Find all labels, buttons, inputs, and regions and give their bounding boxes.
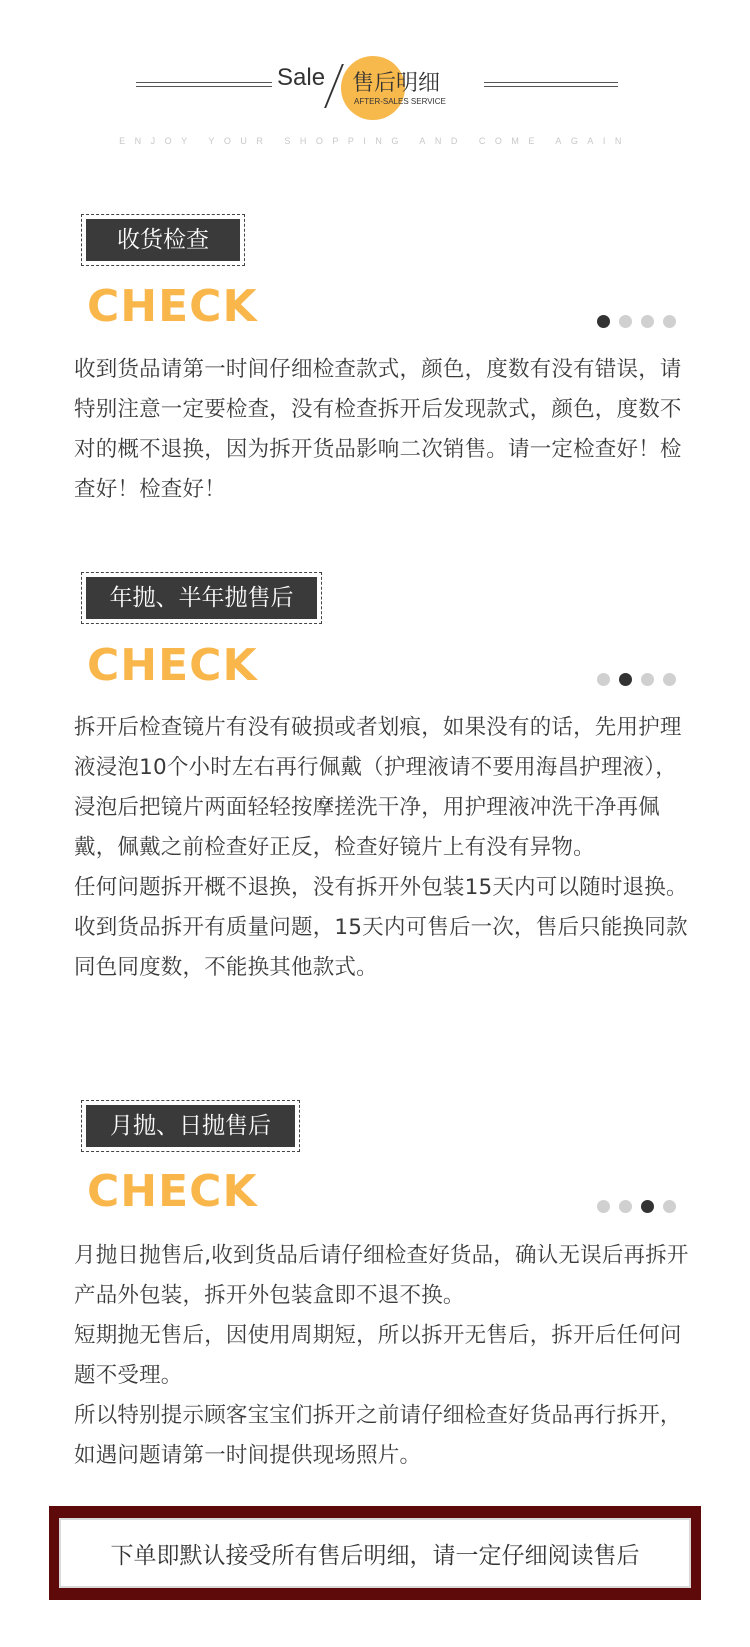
section-tag-label: 收货检查 [86, 219, 240, 261]
page-indicator-dots [597, 315, 676, 328]
check-heading: CHECK [87, 281, 258, 332]
section-tag-label: 年抛、半年抛售后 [86, 577, 317, 619]
footer-notice: 下单即默认接受所有售后明细，请一定仔细阅读售后 [59, 1518, 691, 1588]
body-paragraph: 月抛日抛售后,收到货品后请仔细检查好货品，确认无误后再拆开产品外包装，拆开外包装盒即不退不换。 [74, 1243, 689, 1308]
header-divider-left [136, 82, 272, 87]
page-indicator-dots [597, 673, 676, 686]
section-tag-label: 月抛、日抛售后 [86, 1105, 295, 1147]
section-tag-frame [81, 572, 322, 624]
footer-notice-frame [49, 1506, 701, 1600]
indicator-dot [619, 1200, 632, 1213]
header-tagline: ENJOY YOUR SHOPPING AND COME AGAIN [119, 136, 631, 146]
section-body [74, 708, 689, 988]
indicator-dot [619, 673, 632, 686]
body-paragraph: 短期抛无售后，因使用周期短，所以拆开无售后，拆开后任何问题不受理。 [74, 1323, 682, 1388]
indicator-dot [663, 315, 676, 328]
check-heading: CHECK [87, 1166, 258, 1217]
body-paragraph: 所以特别提示顾客宝宝们拆开之前请仔细检查好货品再行拆开，如遇问题请第一时间提供现场照片。 [74, 1403, 682, 1468]
section-tag-frame [81, 214, 245, 266]
indicator-dot [641, 1200, 654, 1213]
indicator-dot [597, 315, 610, 328]
indicator-dot [597, 1200, 610, 1213]
body-paragraph: 任何问题拆开概不退换，没有拆开外包装15天内可以随时退换。收到货品拆开有质量问题，15天内可售后一次，售后只能换同款同色同度数，不能换其他款式。 [74, 875, 688, 980]
section-body [74, 350, 689, 510]
indicator-dot [619, 315, 632, 328]
body-paragraph: 收到货品请第一时间仔细检查款式，颜色，度数有没有错误，请特别注意一定要检查，没有检查拆开后发现款式，颜色，度数不对的概不退换，因为拆开货品影响二次销售。请一定检查好！检查好！检查好！ [74, 357, 682, 502]
check-heading: CHECK [87, 640, 258, 691]
indicator-dot [663, 1200, 676, 1213]
header-divider-right [484, 82, 618, 87]
page-indicator-dots [597, 1200, 676, 1213]
section-tag-frame [81, 1100, 300, 1152]
header-title-en: AFTER-SALES SERVICE [354, 97, 446, 106]
indicator-dot [663, 673, 676, 686]
body-paragraph: 拆开后检查镜片有没有破损或者划痕，如果没有的话，先用护理液浸泡10个小时左右再行佩戴（护理液请不要用海昌护理液），浸泡后把镜片两面轻轻按摩搓洗干净，用护理液冲洗干净再佩戴，佩戴之前检查好正反，检查好镜片上有没有异物。 [74, 715, 682, 860]
header-title-cn: 售后明细 [352, 71, 441, 96]
header-sale-text: Sale [277, 64, 326, 91]
section-body [74, 1236, 689, 1476]
indicator-dot [641, 315, 654, 328]
indicator-dot [597, 673, 610, 686]
indicator-dot [641, 673, 654, 686]
